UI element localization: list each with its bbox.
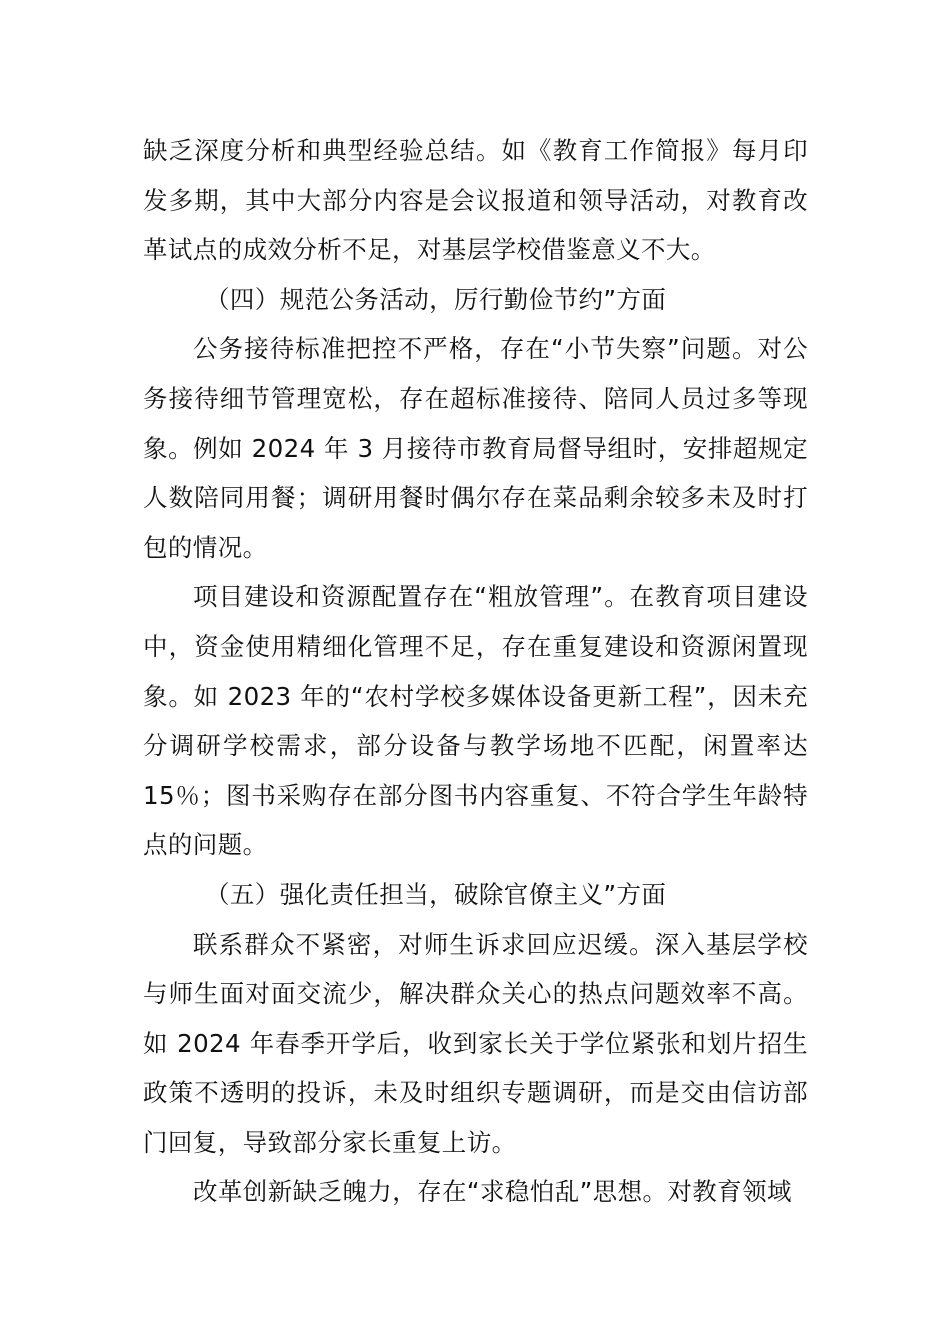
section-heading-4: （四）规范公务活动，厉行勤俭节约”方面 [205,284,667,314]
paragraph-briefing-analysis: 缺乏深度分析和典型经验总结。如《教育工作简报》每月印发多期，其中大部分内容是会议报道和领导活动，对教育改革试点的成效分析不足，对基层学校借鉴意义不大。 [143,136,808,265]
section-heading-5: （五）强化责任担当，破除官僚主义”方面 [205,879,667,909]
paragraph-contact-masses: 联系群众不紧密，对师生诉求回应迟缓。深入基层学校与师生面对面交流少，解决群众关心的热点问题效率不高。如 2024 年春季开学后，收到家长关于学位紧张和划片招生政策不透明的投诉，未及时组织专题调研，而是交由信访部门回复，导致部分家长重复上访。 [143,929,808,1157]
document-page [143,126,808,1217]
paragraph-reform-innovation: 改革创新缺乏魄力，存在“求稳怕乱”思想。对教育领域 [193,1177,792,1207]
paragraph-project-resources: 项目建设和资源配置存在“粗放管理”。在教育项目建设中，资金使用精细化管理不足，存在重复建设和资源闲置现象。如 2023 年的“农村学校多媒体设备更新工程”，因未充分调研学校需求，部分设备与教学场地不匹配，闲置率达 15％；图书采购存在部分图书内容重复、不符合学生年龄特点的问题。 [143,582,808,860]
paragraph-reception-standards: 公务接待标准把控不严格，存在“小节失察”问题。对公务接待细节管理宽松，存在超标准接待、陪同人员过多等现象。例如 2024 年 3 月接待市教育局督导组时，安排超规定人数陪同用餐；调研用餐时偶尔存在菜品剩余较多未及时打包的情况。 [143,334,808,562]
